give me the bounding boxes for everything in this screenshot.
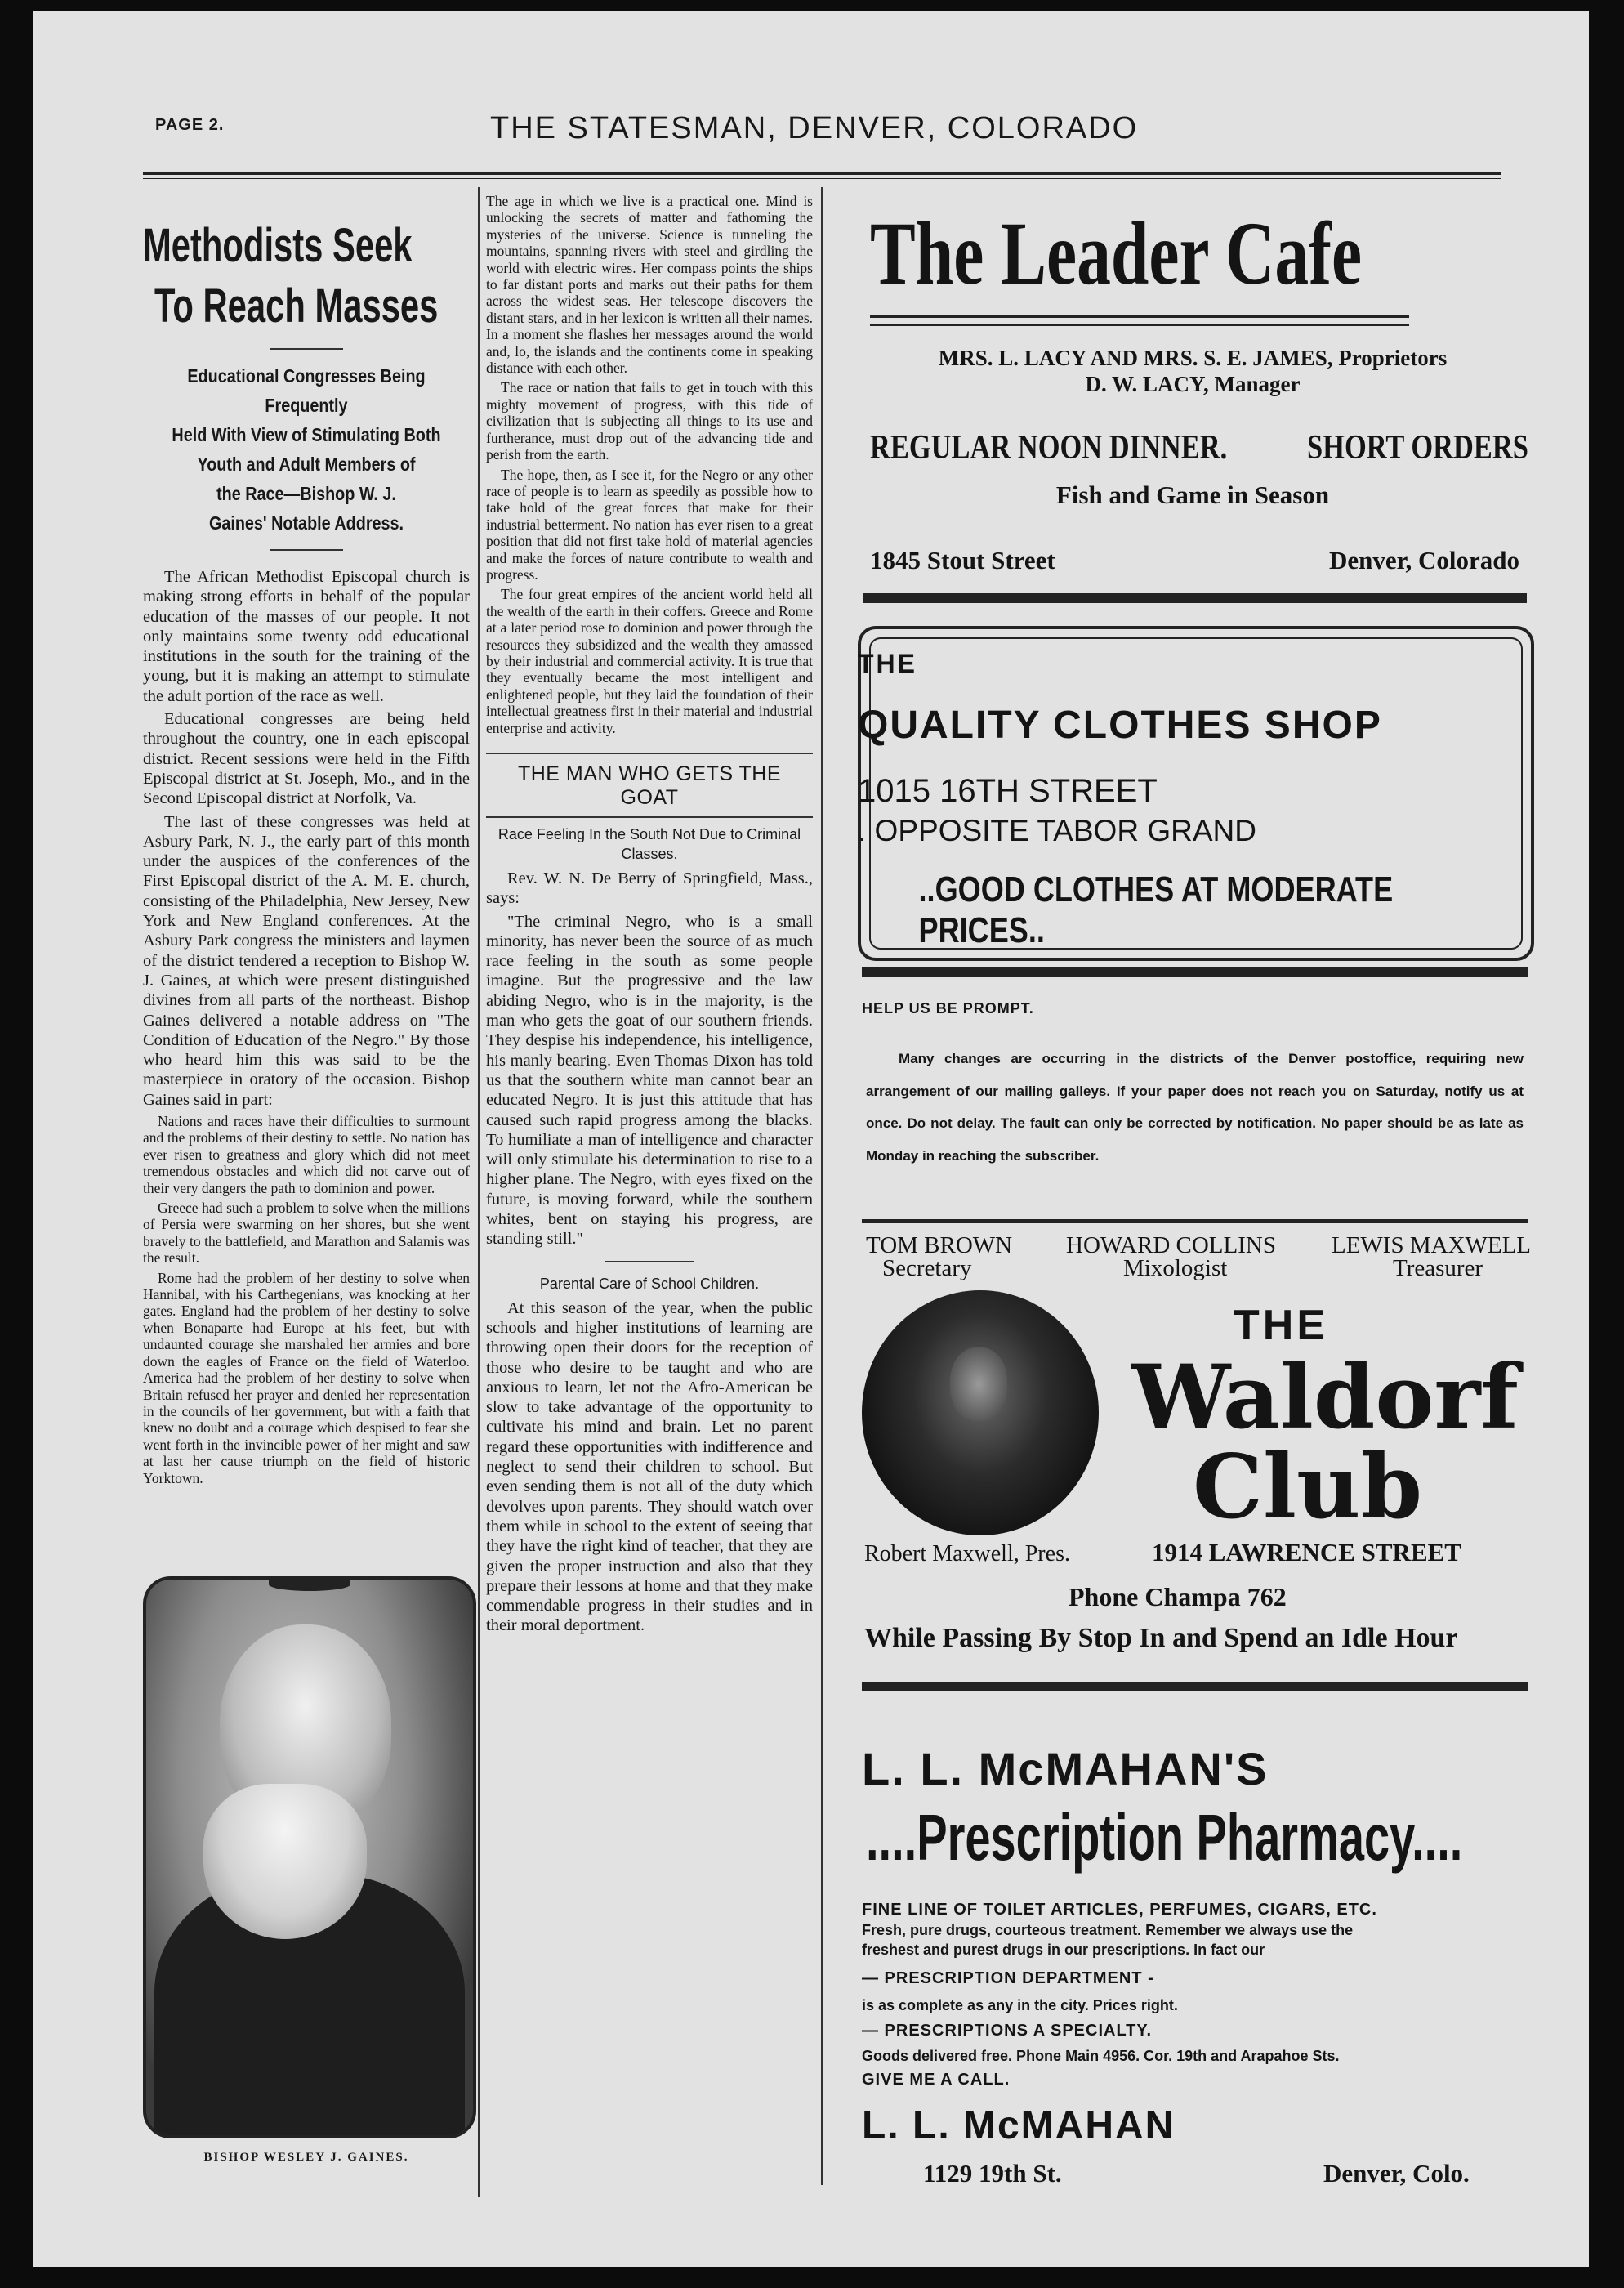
officer-secretary-title: Secretary [882, 1255, 972, 1281]
pharmacy-title: ....Prescription Pharmacy.... [866, 1801, 1463, 1874]
photo-face [950, 1347, 1007, 1421]
pharmacy-line: is as complete as any in the city. Prices right. [862, 1997, 1178, 2013]
article-paragraph: The last of these congresses was held at Asbury Park, N. J., the early part of this month under the auspices of the conferences of the First Episcopal district of the A. M. E. church, consisting of the Philadelphia, New Jersey, New York and New England conferences. At the Asbury Park congress the ministers and laymen of the district tendered a reception to Bishop W. J. Gaines, at which were present distinguished divines from all parts of the northeast. Bishop Gaines delivered a notable address on "The Condition of Education of the Negro." By those who heard him this was said to be the masterpiece in oratory of the occasion. Bishop Gaines said in part: [143, 812, 470, 1109]
article-paragraph: At this season of the year, when the public schools and higher institutions of learning are throwing open their doors for the reception of those who desire to be taught and who are anxious to learn, let not the Afro-American be slow to take advantage of the opportunity to cultivate his mind and brain. Let no parent regard these opportunities with indifference and neglect to send their children to school. But even sending them is not all of the duty which devolves upon parents. They should watch over them while in school to the extent of seeing that they have the right kind of teacher, that they are given the proper instruction and also that they prepare their lessons at home and that they make commendable progress in their studies and in their moral deportment. [486, 1298, 813, 1635]
goat-headline: THE MAN WHO GETS THE GOAT [486, 753, 813, 818]
pharmacy-line: — PRESCRIPTION DEPARTMENT - [862, 1969, 1154, 1987]
waldorf-president: Robert Maxwell, Pres. [864, 1541, 1070, 1566]
deck-line: Educational Congresses Being Frequently [187, 365, 426, 416]
article-paragraph: Rev. W. N. De Berry of Springfield, Mass., says: [486, 869, 813, 908]
leader-manager: D. W. LACY, Manager [1085, 372, 1301, 396]
waldorf-club: Club [1193, 1436, 1423, 1539]
leader-city: Denver, Colorado [1328, 546, 1519, 574]
waldorf-name: Waldorf [1131, 1346, 1519, 1449]
masthead-rule [143, 172, 1501, 175]
article-paragraph: Greece had such a problem to solve when the millions of Persia were swarming on her shores, but she went bravely to the battlefield, and Marathon and Salamis was the result. [143, 1200, 470, 1267]
column-divider-1 [478, 187, 480, 2197]
pharmacy-line: FINE LINE OF TOILET ARTICLES, PERFUMES, CIGARS, ETC. [862, 1901, 1377, 1919]
quality-shop-name: QUALITY CLOTHES SHOP [858, 704, 1382, 747]
leader-cafe-title: The Leader Cafe [870, 203, 1363, 303]
deck-line: Youth and Adult Members of [197, 454, 416, 475]
parental-headline: Parental Care of School Children. [539, 1275, 760, 1292]
frame-ornament [269, 1578, 350, 1591]
deck-line: the Race—Bishop W. J. [216, 483, 396, 504]
officer-secretary-name: TOM BROWN [866, 1232, 1013, 1258]
waldorf-slogan: While Passing By Stop In and Spend an Idle Hour [864, 1623, 1458, 1653]
article-paragraph: "The criminal Negro, who is a small minority, has never been the source of as much race feeling in the south as some people imagine. But the progressive and the law abiding Negro, who is in the majority, is the man who gets the goat of our southern friends. They despise his independence, his intelligence, his manly bearing. Even Thomas Dixon has told us that the southern white man cannot bear an educated Negro. It is just this attitude that has caused such rapid progress among the blacks. To humiliate a man of intelligence and character will only stimulate his determination to rise to a higher plane. The Negro, with eyes fixed on the future, is moving forward, while the southern whites, bent on staying his progress, are standing still." [486, 912, 813, 1249]
article-paragraph: Educational congresses are being held throughout the country, one in each episcopal district. Recent sessions were held in the Fifth Episcopal district at St. Joseph, Mo., and in the Second Episcopal district at Norfolk, Va. [143, 710, 470, 808]
article-paragraph: The race or nation that fails to get in touch with this mighty movement of progress, with this tide of civilization that is subjecting all things to its use and furtherance, must drop out of the advancing tide and perish from the earth. [486, 379, 813, 463]
article-paragraph: Rome had the problem of her destiny to solve when Hannibal, with his Carthegenians, was knocking at her gates. England had the problem of her destiny to solve when Bonaparte had Europe at his feet, but with undaunted courage she marshaled her armies and bore down the eagles of France on the field of Waterloo. America had the problem of her destiny to solve when Britain refused her prayer and denied her representation in the councils of her government, but with a faith that knew no doubt and a courage which despised to fear she went forth in the invincible power of her might and saw at last her cause triumph on the field of historic Yorktown. [143, 1269, 470, 1486]
notice-text: Many changes are occurring in the districts of the Denver postoffice, requiring new arrangement of our mailing galleys. If your paper does not reach you on Saturday, notify us at once. Do not delay. The fault can only be corrected by notification. No paper should be as late as Monday in reaching the subscriber. [866, 1051, 1524, 1164]
leader-rule-2 [870, 324, 1409, 326]
column-divider-2 [821, 187, 823, 2185]
deck-divider [270, 549, 343, 551]
section-rule [862, 1219, 1528, 1223]
pharmacy-city: Denver, Colo. [1323, 2159, 1470, 2187]
leader-dinner: REGULAR NOON DINNER. [870, 429, 1228, 467]
officer-mixologist-name: HOWARD COLLINS [1066, 1232, 1276, 1258]
leader-rule [870, 315, 1409, 318]
quality-slogan: ..GOOD CLOTHES AT MODERATE PRICES.. [918, 869, 1394, 950]
leader-proprietors: MRS. L. LACY AND MRS. S. E. JAMES, Proprietors [938, 346, 1448, 370]
deck-line: Gaines' Notable Address. [208, 512, 404, 534]
newspaper-page [33, 11, 1589, 2267]
notice-title: HELP US BE PROMPT. [862, 1000, 1034, 1017]
masthead: THE STATESMAN, DENVER, COLORADO [490, 111, 1139, 145]
quality-street: 1015 16TH STREET [858, 773, 1158, 809]
waldorf-the: THE [1234, 1302, 1328, 1349]
pharmacy-line: — PRESCRIPTIONS A SPECIALTY. [862, 2022, 1153, 2040]
column-1 [143, 193, 470, 1566]
quality-opposite: . OPPOSITE TABOR GRAND [858, 814, 1256, 847]
headline-divider [270, 348, 343, 350]
deck-line: Held With View of Stimulating Both [172, 424, 441, 445]
portrait-beard [203, 1784, 367, 1939]
section-rule [862, 1682, 1528, 1691]
page-number: PAGE 2. [155, 116, 225, 134]
president-photo [862, 1290, 1099, 1535]
pharmacy-address: 1129 19th St. [923, 2159, 1062, 2187]
pharmacy-line: GIVE ME A CALL. [862, 2071, 1011, 2089]
pharmacy-signature: L. L. McMAHAN [862, 2104, 1176, 2147]
pharmacy-owner: L. L. McMAHAN'S [862, 1743, 1269, 1794]
masthead-rule-thin [143, 178, 1501, 179]
waldorf-phone: Phone Champa 762 [1069, 1582, 1287, 1611]
article-headline-line2: To Reach Masses [154, 279, 439, 333]
article-paragraph: The African Methodist Episcopal church is making strong efforts in behalf of the popular education of the masses of our people. It not only maintains some twenty odd educational institutions in the south for the training of the young, but it is making an attempt to stimulate the adult portion of the race as well. [143, 568, 470, 705]
article-deck [166, 361, 447, 538]
quality-the: THE [858, 649, 917, 678]
column-2 [486, 193, 813, 2170]
bishop-portrait [143, 1576, 476, 2138]
officer-treasurer-title: Treasurer [1393, 1255, 1483, 1281]
article-paragraph: The age in which we live is a practical one. Mind is unlocking the secrets of matter and fathoming the mysteries of the universe. Science is tunneling the mountains, spanning rivers with steel and girdling the world with electric wires. Her compass points the ships to far distant ports and marks out their paths for them across the widest seas. Her telescope discovers the distant stars, and in her lexicon is written all their names. In a moment she flashes her messages around the world and, lo, the islands and the continents come in speaking distance with each other. [486, 193, 813, 377]
pharmacy-line: freshest and purest drugs in our prescriptions. In fact our [862, 1942, 1265, 1958]
article-paragraph: The four great empires of the ancient world held all the wealth of the earth in their coffers. Greece and Rome at a later period rose to dominion and power through the resources they subsidized and the wealth they amassed by their industrial and commercial activity. It is true that they eventually became the most intelligent and enlightened people, but they laid the foundation of their intellectual greatness first in their material and industrial enterprise and activity. [486, 586, 813, 736]
goat-subhead: Race Feeling In the South Not Due to Criminal Classes. [497, 826, 801, 862]
article-divider [605, 1261, 694, 1262]
article-paragraph: The hope, then, as I see it, for the Negro or any other race of people is to learn as speedily as possible how to take hold of the great forces that make for their industrial betterment. No nation has ever risen to a great position that did not first take hold of material agencies and make the forces of nature contribute to wealth and progress. [486, 466, 813, 583]
officer-mixologist-title: Mixologist [1123, 1255, 1228, 1281]
leader-orders: SHORT ORDERS [1307, 429, 1528, 467]
section-rule [863, 593, 1527, 603]
pharmacy-line: Fresh, pure drugs, courteous treatment. Remember we always use the [862, 1922, 1354, 1938]
leader-address: 1845 Stout Street [870, 546, 1055, 574]
pharmacy-line: Goods delivered free. Phone Main 4956. Cor. 19th and Arapahoe Sts. [862, 2048, 1340, 2064]
portrait-caption: BISHOP WESLEY J. GAINES. [203, 2151, 409, 2164]
waldorf-address: 1914 LAWRENCE STREET [1152, 1538, 1461, 1566]
leader-fish: Fish and Game in Season [1055, 480, 1330, 509]
article-paragraph: Nations and races have their difficulties to surmount and the problems of their destiny to settle. No nation has ever risen to greatness and glory which did not meet tremendous obstacles and which did not carve out of their very dangers the path to dominion and power. [143, 1113, 470, 1196]
officer-treasurer-name: LEWIS MAXWELL [1332, 1232, 1532, 1258]
article-headline-line1: Methodists Seek [143, 219, 413, 272]
section-rule [862, 967, 1528, 977]
